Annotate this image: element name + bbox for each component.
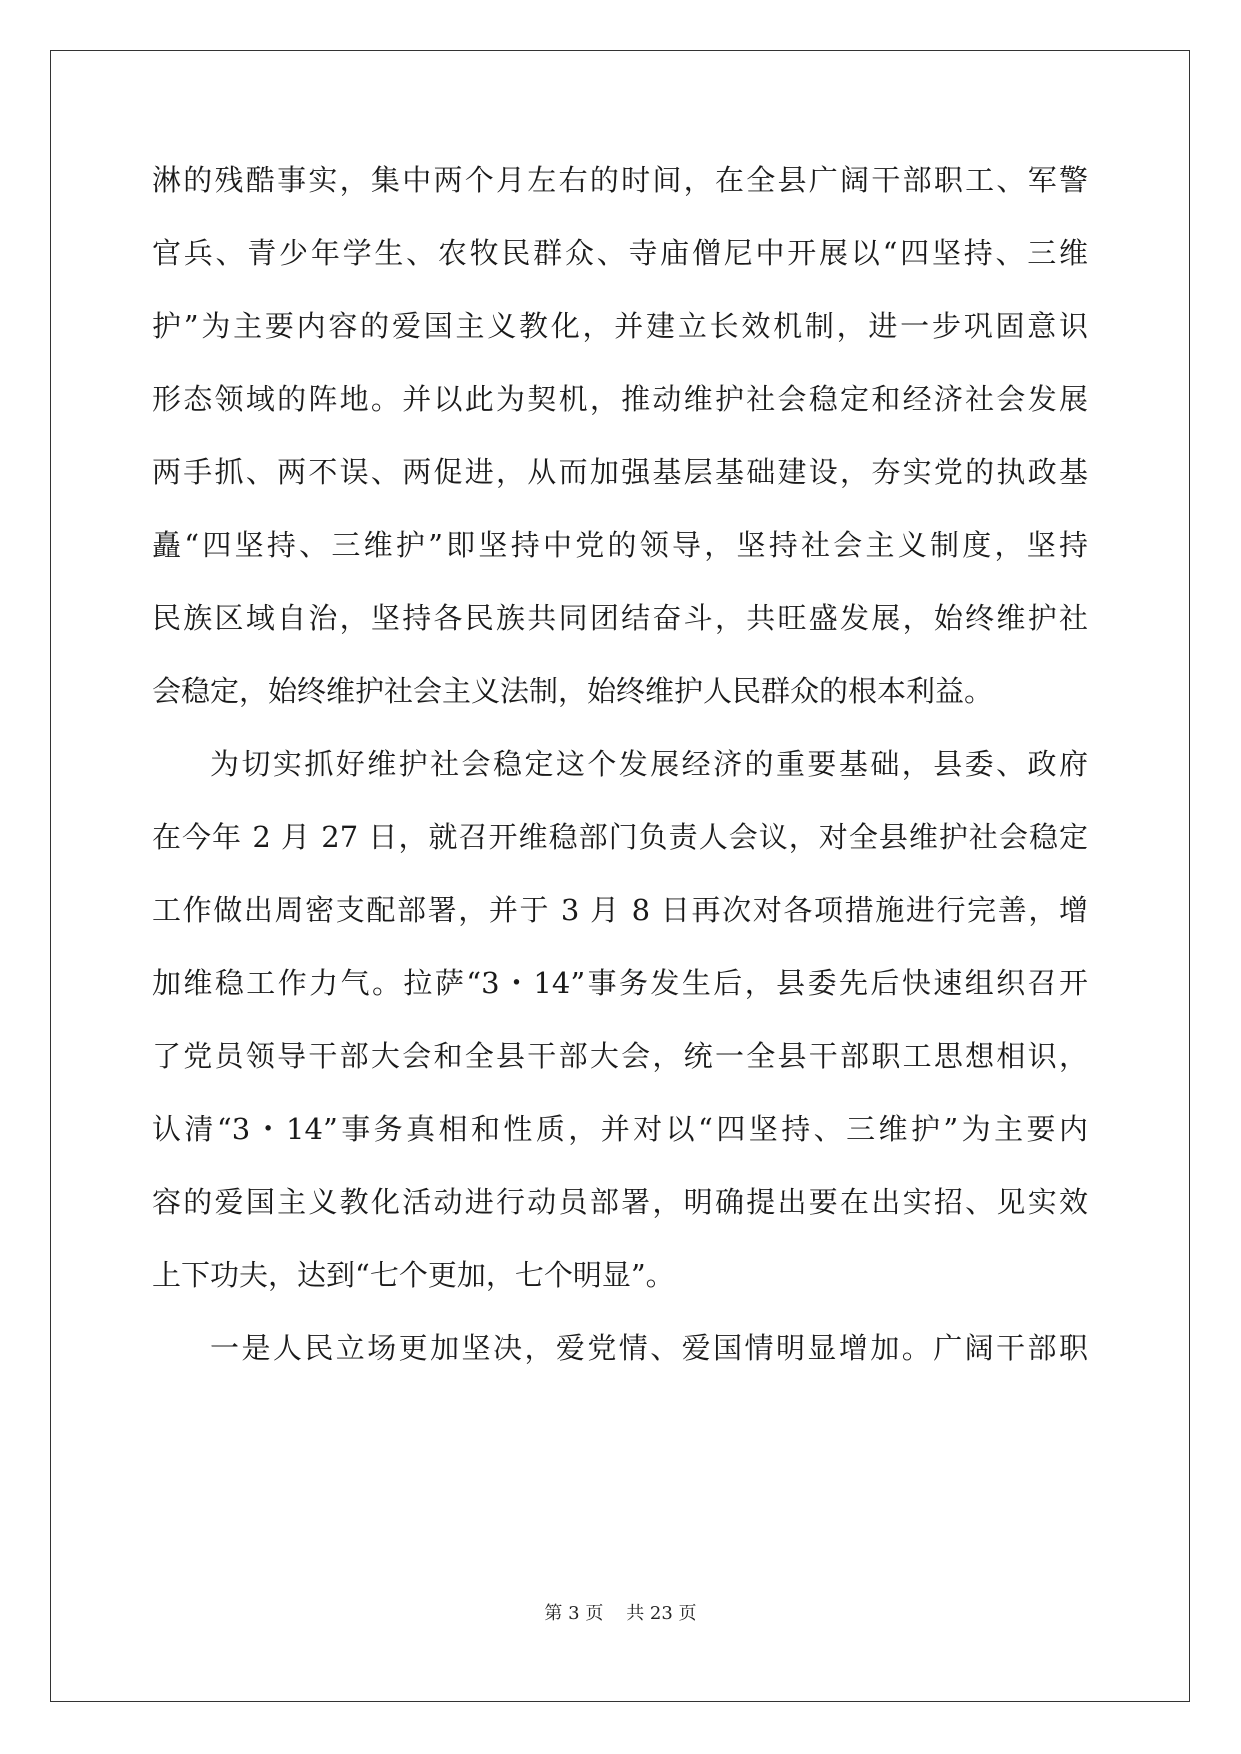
paragraph-first-line: 一是人民立场更加坚决，爱党情、爱国情明显增加。广阔干部职	[210, 1331, 1088, 1365]
text-line: 民族区域自治，坚持各民族共同团结奋斗，共旺盛发展，始终维护社	[152, 601, 1088, 635]
text-line: 在今年 2 月 27 日，就召开维稳部门负责人会议，对全县维护社会稳定	[152, 820, 1088, 854]
paragraph-first-line: 为切实抓好维护社会稳定这个发展经济的重要基础，县委、政府	[210, 747, 1088, 781]
text-line: 工作做出周密支配部署，并于 3 月 8 日再次对各项措施进行完善，增	[152, 893, 1088, 927]
page-border	[50, 50, 1190, 1702]
page-footer: 第 3 页 共 23 页	[544, 1603, 697, 1624]
text-line: 两手抓、两不误、两促进，从而加强基层基础建设，夯实党的执政基	[152, 455, 1088, 489]
text-line: 形态领域的阵地。并以此为契机，推动维护社会稳定和经济社会发展	[152, 382, 1088, 416]
text-line: 加维稳工作力气。拉萨“3・14”事务发生后，县委先后快速组织召开	[152, 966, 1088, 1000]
text-line: 矗“四坚持、三维护”即坚持中党的领导，坚持社会主义制度，坚持	[152, 528, 1088, 562]
text-line: 会稳定，始终维护社会主义法制，始终维护人民群众的根本利益。	[152, 674, 994, 708]
text-line: 淋的残酷事实，集中两个月左右的时间，在全县广阔干部职工、军警	[152, 163, 1088, 197]
text-line: 官兵、青少年学生、农牧民群众、寺庙僧尼中开展以“四坚持、三维	[152, 236, 1088, 270]
text-line: 容的爱国主义教化活动进行动员部署，明确提出要在出实招、见实效	[152, 1185, 1088, 1219]
text-line: 认清“3・14”事务真相和性质，并对以“四坚持、三维护”为主要内	[152, 1112, 1088, 1146]
text-line: 护”为主要内容的爱国主义教化，并建立长效机制，进一步巩固意识	[152, 309, 1088, 343]
text-line: 上下功夫，达到“七个更加，七个明显”。	[152, 1258, 675, 1292]
text-line: 了党员领导干部大会和全县干部大会，统一全县干部职工思想相识，	[152, 1039, 1088, 1073]
